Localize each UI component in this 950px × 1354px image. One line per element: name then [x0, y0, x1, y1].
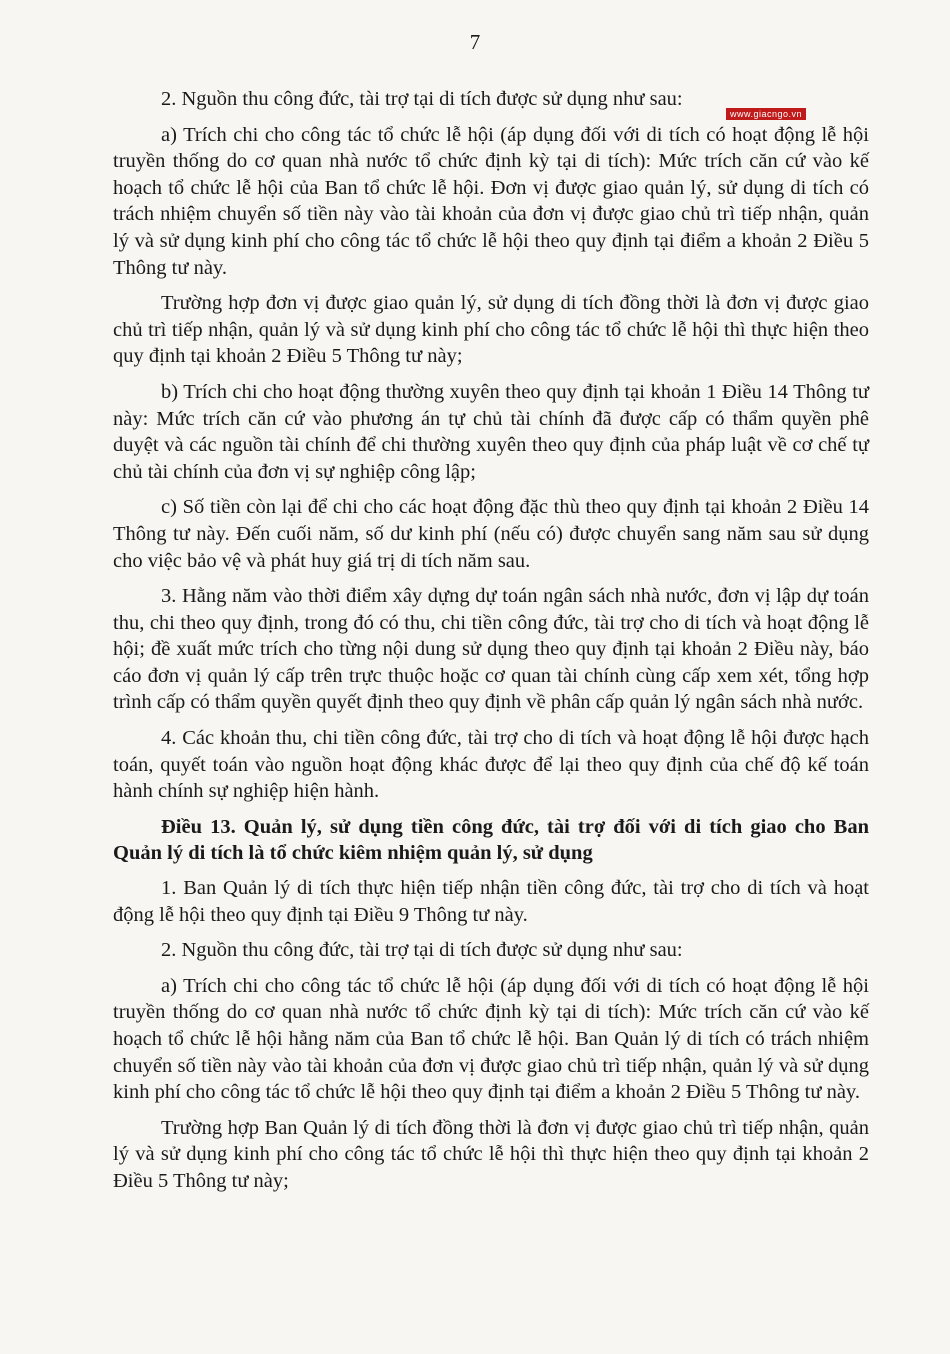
article-13-heading: Điều 13. Quản lý, sử dụng tiền công đức, tài trợ đối với di tích giao cho Ban Quản lý di tích là tổ chức kiêm nhiệm quản lý, sử dụng — [113, 815, 869, 865]
paragraph-3-budget: 3. Hằng năm vào thời điểm xây dựng dự toán ngân sách nhà nước, đơn vị lập dự toán thu, chi theo quy định, trong đó có thu, chi tiền công đức, tài trợ cho di tích và hoạt động lễ hội; đề xuất mức trích cho từng nội dung sử dụng theo quy định tại khoản 2 Điều này, báo cáo đơn vị quản lý cấp trên trực thuộc hoặc cơ quan tài chính cùng cấp xem xét, tổng hợp trình cấp có thẩm quyền quyết định theo quy định về phân cấp quản lý ngân sách nhà nước. — [113, 585, 869, 714]
paragraph-4-accounting: 4. Các khoản thu, chi tiền công đức, tài trợ cho di tích và hoạt động lễ hội được hạch toán, quyết toán vào nguồn hoạt động khác được để lại theo quy định của chế độ kế toán hành chính sự nghiệp hiện hành. — [113, 727, 869, 803]
paragraph-2a-festival: a) Trích chi cho công tác tổ chức lễ hội (áp dụng đối với di tích có hoạt động lễ hội truyền thống do cơ quan nhà nước tổ chức định kỳ tại di tích): Mức trích căn cứ vào kế hoạch tổ chức lễ hội của Ban tổ chức lễ hội. Đơn vị được giao quản lý, sử dụng di tích có trách nhiệm chuyển số tiền này vào tài khoản của đơn vị được giao chủ trì tiếp nhận, quản lý và sử dụng kinh phí cho công tác tổ chức lễ hội theo quy định tại điểm a khoản 2 Điều 5 Thông tư này. — [113, 123, 869, 279]
paragraph-2b-regular: b) Trích chi cho hoạt động thường xuyên theo quy định tại khoản 1 Điều 14 Thông tư này: Mức trích căn cứ vào phương án tự chủ tài chính đã được cấp có thẩm quyền phê duyệt và các nguồn tài chính để chi thường xuyên theo quy định của pháp luật về cơ chế tự chủ tài chính của đơn vị sự nghiệp công lập; — [113, 380, 869, 483]
document-body — [113, 86, 869, 1204]
paragraph-2c-remaining: c) Số tiền còn lại để chi cho các hoạt động đặc thù theo quy định tại khoản 2 Điều 14 Thông tư này. Đến cuối năm, số dư kinh phí (nếu có) được chuyển sang năm sau sử dụng cho việc bảo vệ và phát huy giá trị di tích năm sau. — [113, 496, 869, 572]
paragraph-13-2a-exception: Trường hợp Ban Quản lý di tích đồng thời là đơn vị được giao chủ trì tiếp nhận, quản lý và sử dụng kinh phí cho công tác tổ chức lễ hội thì thực hiện theo quy định tại khoản 2 Điều 5 Thông tư này; — [113, 1116, 869, 1192]
paragraph-2a-exception: Trường hợp đơn vị được giao quản lý, sử dụng di tích đồng thời là đơn vị được giao chủ trì tiếp nhận, quản lý và sử dụng kinh phí cho công tác tổ chức lễ hội thì thực hiện theo quy định tại khoản 2 Điều 5 Thông tư này; — [113, 292, 869, 368]
paragraph-13-2a: a) Trích chi cho công tác tổ chức lễ hội (áp dụng đối với di tích có hoạt động lễ hội truyền thống do cơ quan nhà nước tổ chức định kỳ tại di tích): Mức trích căn cứ vào kế hoạch tổ chức lễ hội hằng năm của Ban tổ chức lễ hội. Ban Quản lý di tích có trách nhiệm chuyển số tiền này vào tài khoản của đơn vị được giao chủ trì tiếp nhận, quản lý và sử dụng kinh phí cho công tác tổ chức lễ hội theo quy định tại điểm a khoản 2 Điều 5 Thông tư này. — [113, 974, 869, 1104]
watermark-logo: www.giacngo.vn — [726, 108, 806, 120]
paragraph-2-usage: 2. Nguồn thu công đức, tài trợ tại di tích được sử dụng như sau: — [161, 88, 683, 110]
page-number: 7 — [469, 30, 481, 54]
paragraph-13-1: 1. Ban Quản lý di tích thực hiện tiếp nhận tiền công đức, tài trợ cho di tích và hoạt động lễ hội theo quy định tại Điều 9 Thông tư này. — [113, 877, 869, 926]
paragraph-13-2: 2. Nguồn thu công đức, tài trợ tại di tích được sử dụng như sau: — [161, 939, 683, 962]
